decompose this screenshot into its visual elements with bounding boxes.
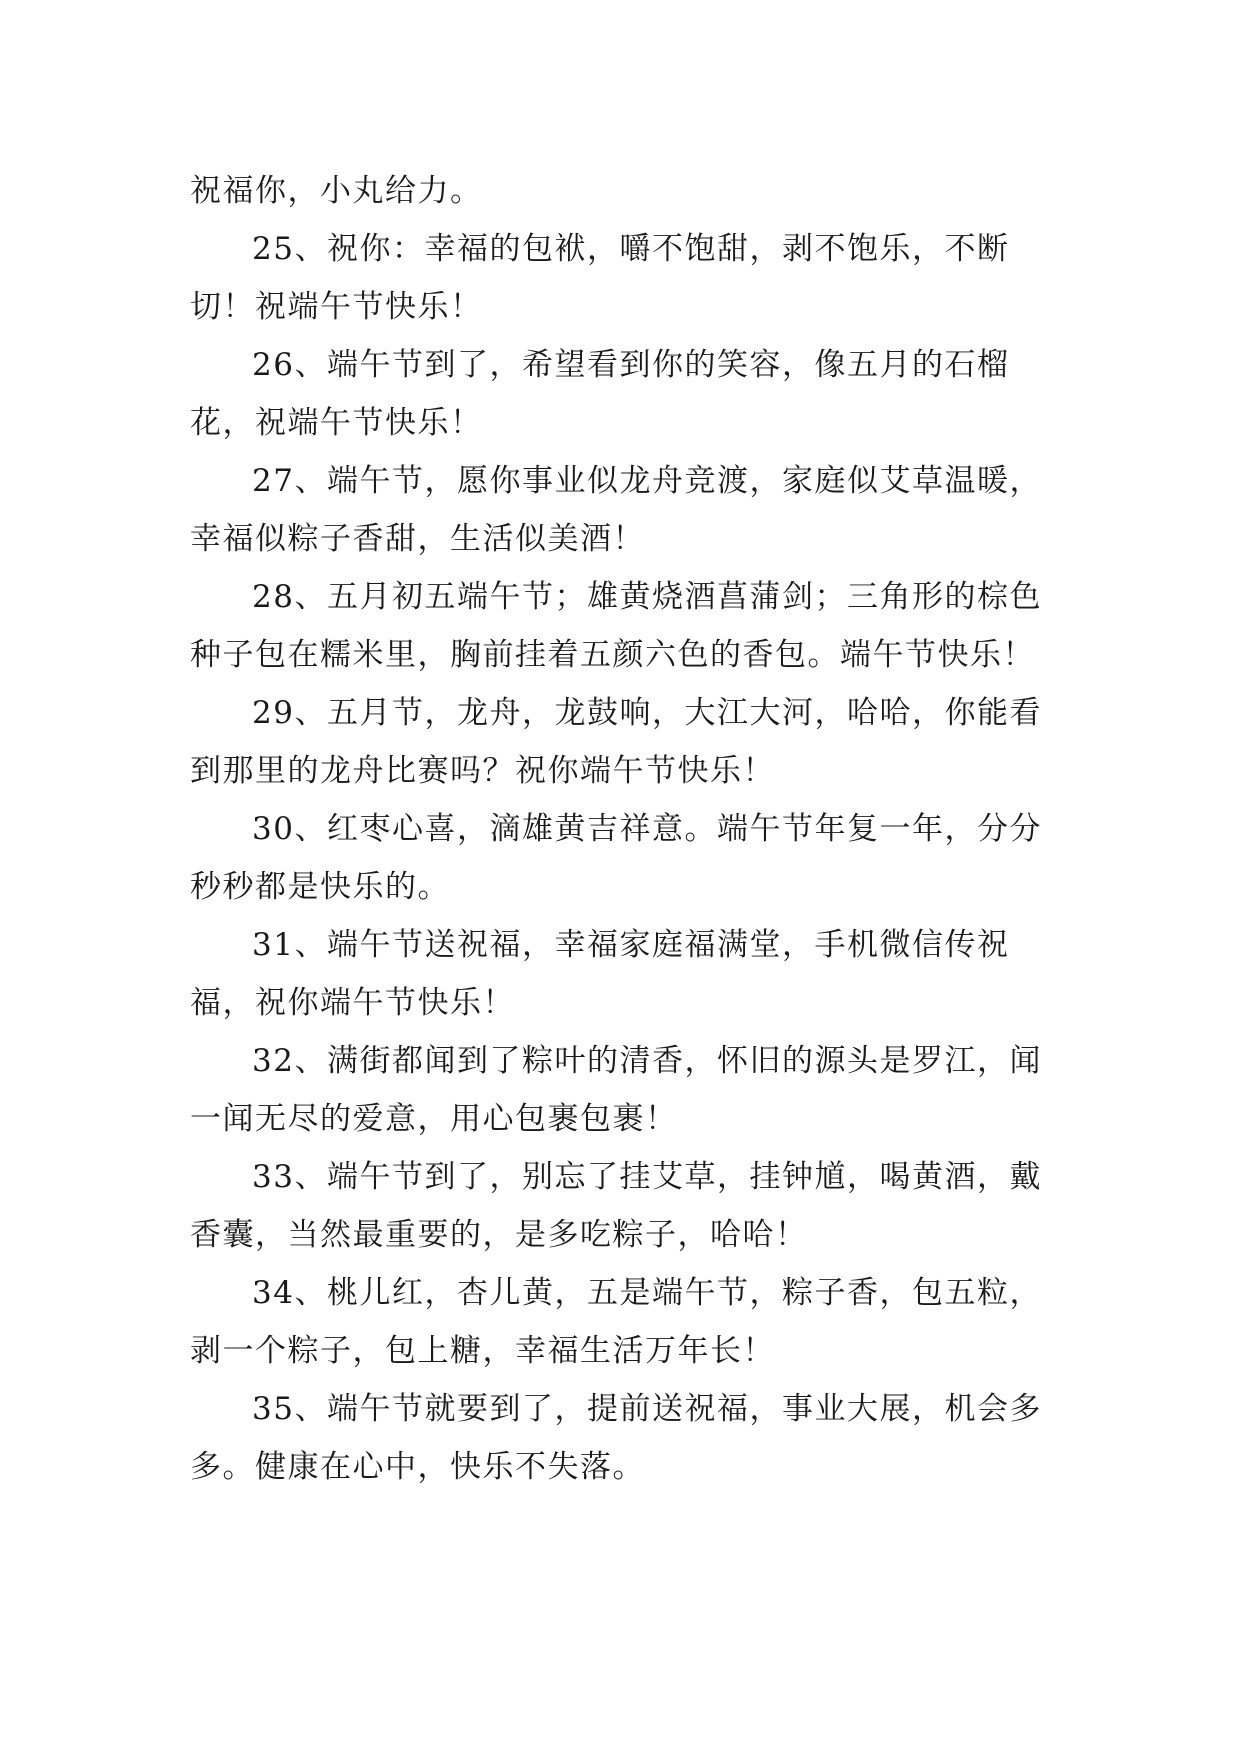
paragraph-30: 30、红枣心喜，滴雄黄吉祥意。端午节年复一年，分分秒秒都是快乐的。 <box>190 811 1042 905</box>
paragraph-32: 32、满街都闻到了粽叶的清香，怀旧的源头是罗江，闻一闻无尽的爱意，用心包裹包裹！ <box>190 1043 1042 1137</box>
paragraph-25: 25、祝你：幸福的包袱，嚼不饱甜，剥不饱乐，不断切！祝端午节快乐！ <box>190 231 1010 325</box>
document-body <box>190 162 1070 1496</box>
paragraph-34: 34、桃儿红，杏儿黄，五是端午节，粽子香，包五粒，剥一个粽子，包上糖，幸福生活万年长！ <box>190 1275 1042 1369</box>
paragraph-27: 27、端午节，愿你事业似龙舟竞渡，家庭似艾草温暖，幸福似粽子香甜，生活似美酒！ <box>190 463 1042 557</box>
paragraph-26: 26、端午节到了，希望看到你的笑容，像五月的石榴花，祝端午节快乐！ <box>190 347 1010 441</box>
paragraph-35: 35、端午节就要到了，提前送祝福，事业大展，机会多多。健康在心中，快乐不失落。 <box>190 1391 1042 1485</box>
paragraph-continuation: 祝福你，小丸给力。 <box>190 173 483 209</box>
paragraph-33: 33、端午节到了，别忘了挂艾草，挂钟馗，喝黄酒，戴香囊，当然最重要的，是多吃粽子，哈哈！ <box>190 1159 1042 1253</box>
paragraph-31: 31、端午节送祝福，幸福家庭福满堂，手机微信传祝福，祝你端午节快乐！ <box>190 927 1010 1021</box>
paragraph-29: 29、五月节，龙舟，龙鼓响，大江大河，哈哈，你能看到那里的龙舟比赛吗？祝你端午节快乐！ <box>190 695 1042 789</box>
paragraph-28: 28、五月初五端午节；雄黄烧酒菖蒲剑；三角形的棕色种子包在糯米里，胸前挂着五颜六色的香包。端午节快乐！ <box>190 579 1042 673</box>
